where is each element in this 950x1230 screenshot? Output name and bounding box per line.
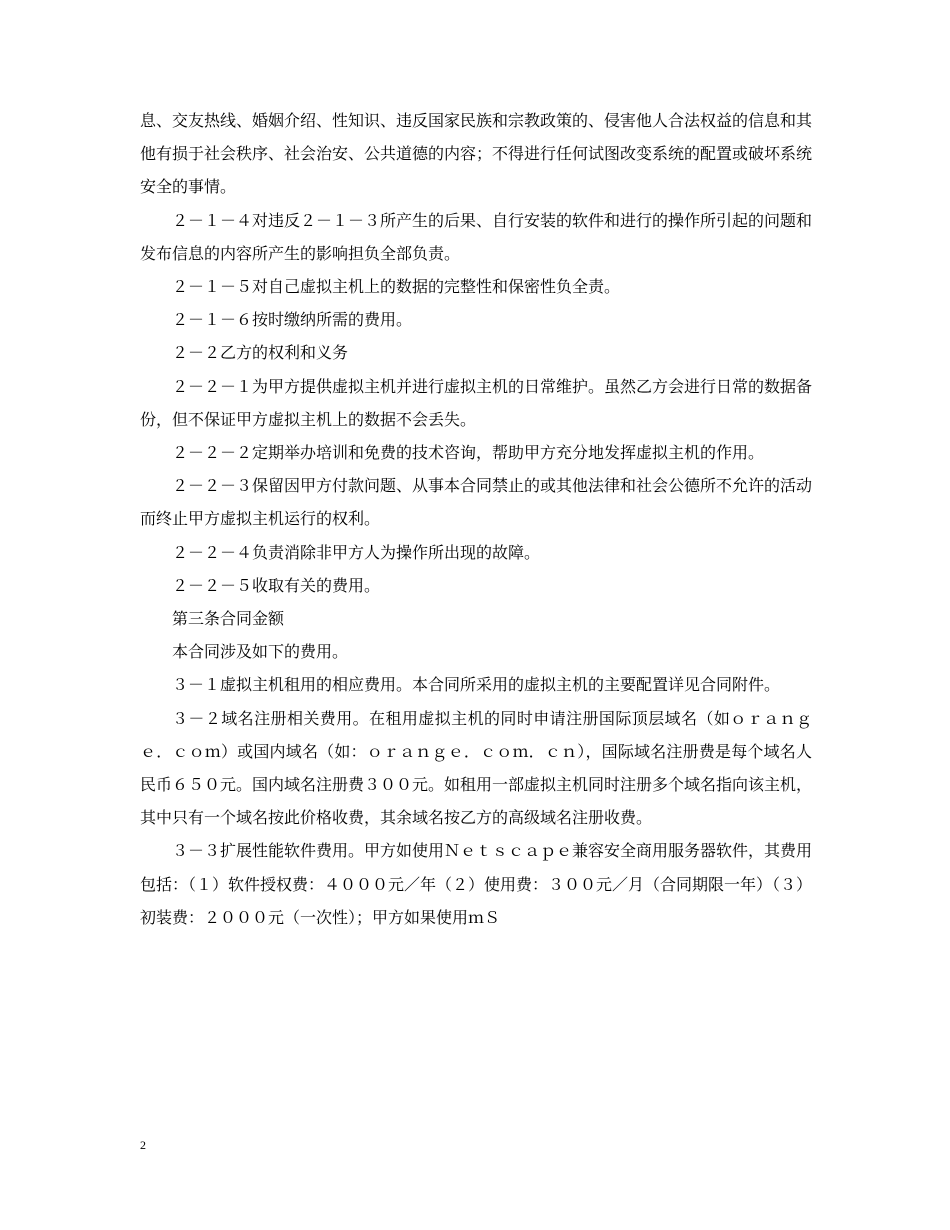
paragraph-4: ２－１－６按时缴纳所需的费用。 <box>172 310 413 330</box>
paragraph-3: ２－１－５对自己虚拟主机上的数据的完整性和保密性负全责。 <box>172 277 621 297</box>
section-heading-2-2: ２－２乙方的权利和义务 <box>172 343 349 363</box>
paragraph-8: ２－２－３保留因甲方付款问题、从事本合同禁止的或其他法律和社会公德所不允许的活动而终止甲方虚拟主机运行的权利。 <box>140 476 813 529</box>
paragraph-2: ２－１－４对违反２－１－３所产生的后果、自行安装的软件和进行的操作所引起的问题和发布信息的内容所产生的影响担负全部负责。 <box>140 210 813 263</box>
paragraph-7: ２－２－２定期举办培训和免费的技术咨询，帮助甲方充分地发挥虚拟主机的作用。 <box>172 443 765 463</box>
paragraph-13: ３－１虚拟主机租用的相应费用。本合同所采用的虚拟主机的主要配置详见合同附件。 <box>172 675 781 695</box>
paragraph-1: 息、交友热线、婚姻介绍、性知识、违反国家民族和宗教政策的、侵害他人合法权益的信息和其他有损于社会秩序、社会治安、公共道德的内容；不得进行任何试图改变系统的配置或破坏系统安全的事情。 <box>140 111 813 197</box>
paragraph-6: ２－２－１为甲方提供虚拟主机并进行虚拟主机的日常维护。虽然乙方会进行日常的数据备份，但不保证甲方虚拟主机上的数据不会丢失。 <box>140 376 813 429</box>
paragraph-14: ３－２域名注册相关费用。在租用虚拟主机的同时申请注册国际顶层域名（如ｏｒａｎｇｅ．ｃｏｍ）或国内域名（如：ｏｒａｎｇｅ．ｃｏｍ．ｃｎ），国际域名注册费是每个域名人民币６５０元。国内域名注册费３００元。如租用一部虚拟主机同时注册多个域名指向该主机，其中只有一个域名按此价格收费，其余域名按乙方的高级域名注册收费。 <box>140 708 813 828</box>
page-number: 2 <box>140 1138 146 1152</box>
paragraph-15: ３－３扩展性能软件费用。甲方如使用Ｎｅｔｓｃａｐｅ兼容安全商用服务器软件，其费用包括：（１）软件授权费：４０００元／年（２）使用费：３００元／月（合同期限一年）（３）初装费：２０００元（一次性）；甲方如果使用ｍＳ <box>140 841 813 927</box>
paragraph-9: ２－２－４负责消除非甲方人为操作所出现的故障。 <box>172 542 541 562</box>
article-heading-3: 第三条合同金额 <box>172 609 285 629</box>
paragraph-10: ２－２－５收取有关的费用。 <box>172 575 381 595</box>
page-body <box>140 104 812 934</box>
paragraph-12: 本合同涉及如下的费用。 <box>172 642 349 662</box>
